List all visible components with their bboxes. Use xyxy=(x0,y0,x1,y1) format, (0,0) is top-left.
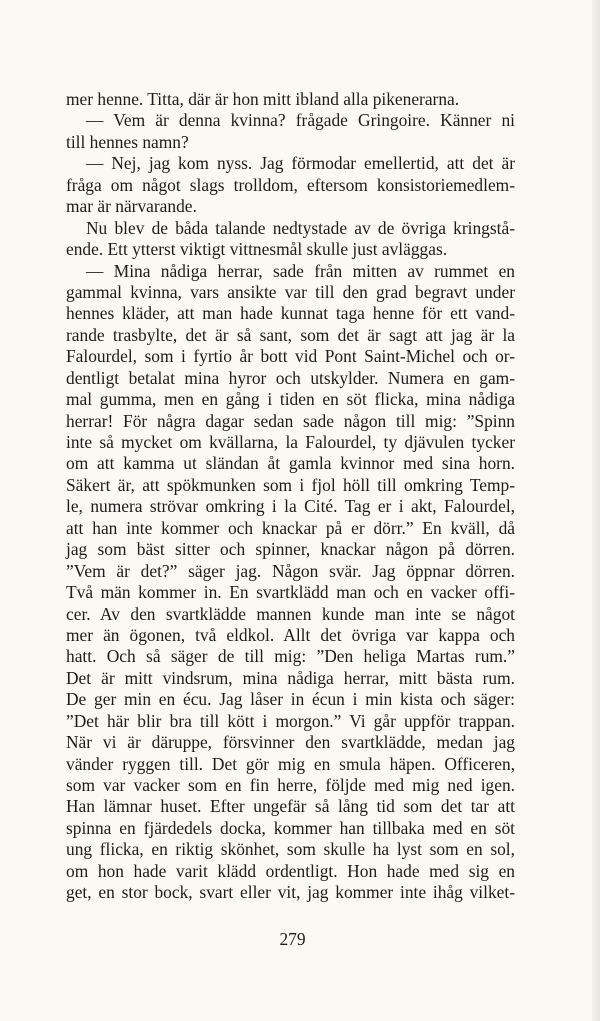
text-line: hennes kläder, att man hade kunnat taga henne för ett vand- xyxy=(66,303,515,324)
text-line: inte så mycket om kvällarna, la Falourdel, ty djävulen tycker xyxy=(66,432,515,452)
text-line: Två män kommer in. En svartklädd man och en vacker offi- xyxy=(66,582,515,603)
text-line: som var vacker som en fin herre, följde med mig ned igen. xyxy=(66,775,515,795)
text-line: mer henne. Titta, där är hon mitt ibland alla pikenerarna. xyxy=(66,89,460,109)
text-line: ende. Ett ytterst viktigt vittnesmål skulle just avläggas. xyxy=(66,239,448,260)
text-line: — Nej, jag kom nyss. Jag förmodar emellertid, att det är xyxy=(86,153,515,174)
text-line: mal gumma, men en gång i tiden en söt flicka, mina nådiga xyxy=(66,389,515,410)
text-line: ”Det här blir bra till kött i morgon.” Vi går uppför trappan. xyxy=(66,710,515,731)
text-line: till hennes namn? xyxy=(66,131,189,152)
text-line: Falourdel, som i fyrtio år bott vid Pont Saint-Michel och or- xyxy=(66,346,515,367)
text-line: När vi är däruppe, försvinner den svartklädde, medan jag xyxy=(66,732,515,753)
text-line: spinna en fjärdedels docka, kommer han tillbaka med en söt xyxy=(66,817,515,838)
page-number: 279 xyxy=(279,929,306,949)
text-line: mar är närvarande. xyxy=(66,196,197,217)
text-line: le, numera strövar omkring i la Cité. Tag er i akt, Falourdel, xyxy=(66,496,515,517)
text-line: herrar! För några dagar sedan sade någon till mig: ”Spinn xyxy=(66,410,515,431)
text-line: dentligt betalat mina hyror och utskylder. Numera en gam- xyxy=(66,367,515,388)
text-line: fråga om något slags trolldom, eftersom konsistoriemedlem- xyxy=(66,174,515,195)
text-line: om hon hade varit klädd ordentligt. Hon hade med sig en xyxy=(66,860,515,881)
text-line: — Mina nådiga herrar, sade från mitten av rummet en xyxy=(86,260,515,281)
text-line: Han lämnar huset. Efter ungefär så lång tid som det tar att xyxy=(66,796,515,817)
text-line: — Vem är denna kvinna? frågade Gringoire. Känner ni xyxy=(86,110,515,131)
text-line: get, en stor bock, svart eller vit, jag kommer inte ihåg vilket- xyxy=(66,882,515,903)
text-line: ung flicka, en riktig skönhet, som skulle ha lyst som en sol, xyxy=(66,839,515,860)
text-line: att han inte kommer och knackar på er dörr.” En kväll, då xyxy=(66,517,515,538)
text-line: hatt. Och så säger de till mig: ”Den heliga Martas rum.” xyxy=(66,646,515,667)
text-line: Det är mitt vindsrum, mina nådiga herrar, mitt bästa rum. xyxy=(66,667,515,688)
text-line: cer. Av den svartklädde mannen kunde man inte se något xyxy=(66,603,515,624)
text-line: ”Vem är det?” säger jag. Någon svär. Jag öppnar dörren. xyxy=(66,560,515,581)
text-line: mer än ögonen, två eldkol. Allt det övriga var kappa och xyxy=(66,624,515,645)
text-line: rande trasbylte, det är så sant, som det är sagt att jag är la xyxy=(66,324,515,345)
text-line: De ger min en écu. Jag låser in écun i min kista och säger: xyxy=(66,689,515,710)
text-line: vänder ryggen till. Det gör mig en smula häpen. Officeren, xyxy=(66,753,515,774)
text-line: Säkert är, att spökmunken som i fjol höll till omkring Temp- xyxy=(66,474,515,495)
text-line: jag som bäst sitter och spinner, knackar någon på dörren. xyxy=(66,539,515,560)
text-line: gammal kvinna, vars ansikte var till den grad begravt under xyxy=(66,281,515,302)
page-edge xyxy=(592,0,600,1021)
body-text xyxy=(66,89,515,904)
text-line: Nu blev de båda talande nedtystade av de övriga kringstå- xyxy=(86,217,515,238)
text-line: om att kamma ut sländan åt gamla kvinnor med sina horn. xyxy=(66,453,515,474)
